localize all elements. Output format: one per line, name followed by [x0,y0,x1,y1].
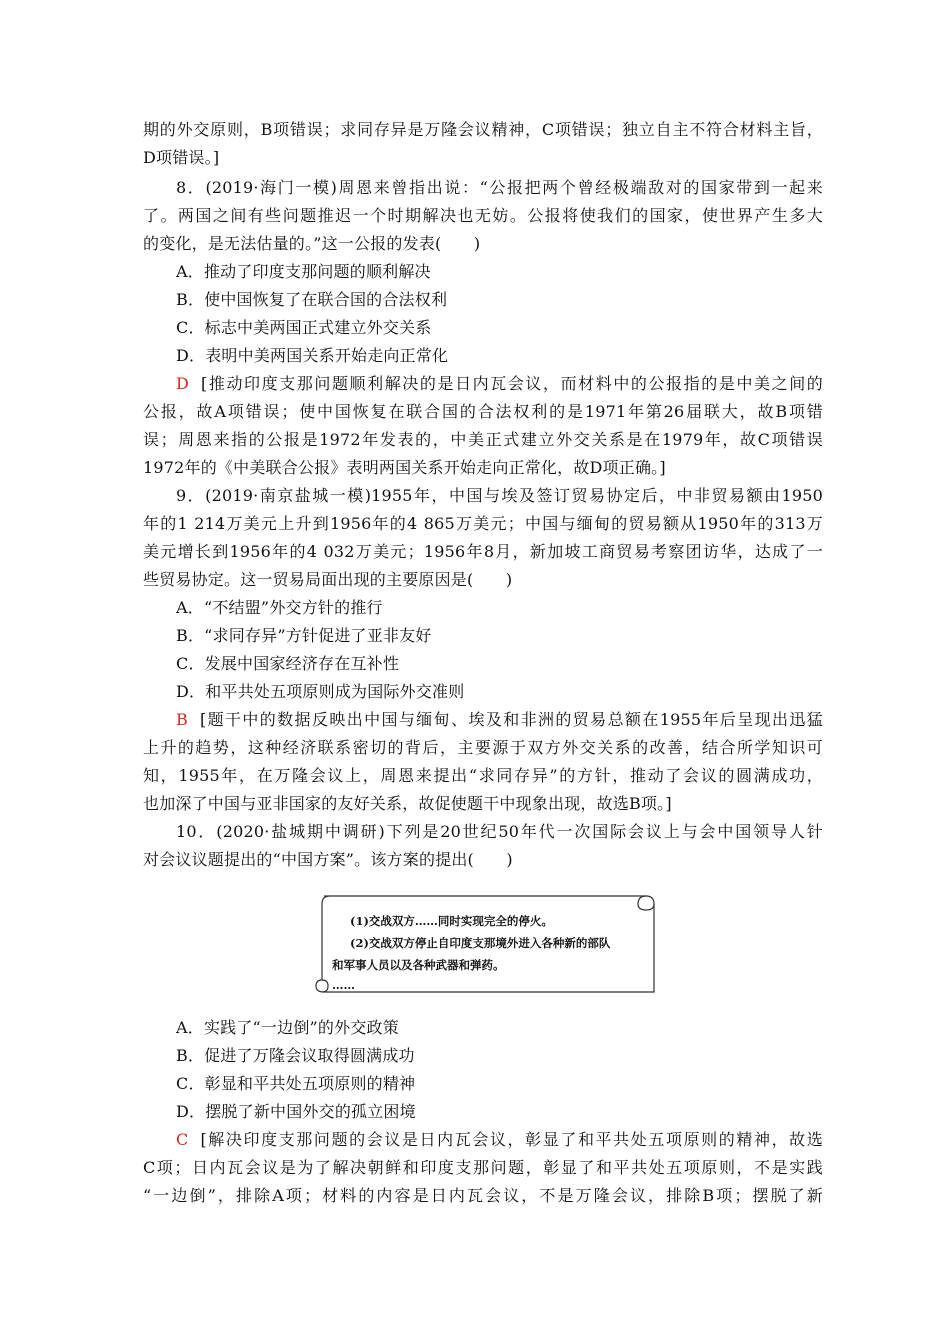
answer-letter: D [176,374,190,393]
scroll-line-2: (2)交战双方停止自印度支那境外进入各种新的部队 [350,936,611,950]
question-9-explanation: 也加深了中国与亚非国家的友好关系，故促使题干中现象出现，故选B项。] [143,794,672,813]
question-10-explanation: C项；日内瓦会议是为了解决朝鲜和印度支那问题，彰显了和平共处五项原则，不是实践 [143,1158,823,1177]
question-9-explanation: 知，1955年，在万隆会议上，周恩来提出“求同存异”的方针，推动了会议的圆满成功， [143,766,823,785]
question-9-option-a: A．“不结盟”外交方针的推行 [176,598,383,617]
question-8-option-a: A．推动了印度支那问题的顺利解决 [176,262,431,281]
question-10-option-d: D．摆脱了新中国外交的孤立困境 [176,1102,416,1121]
question-8-explanation: 1972年的《中美联合公报》表明两国关系开始走向正常化，故D项正确。] [143,458,666,477]
question-8-option-d: D．表明中美两国关系开始走向正常化 [176,346,449,365]
explanation-text: [推动印度支那问题顺利解决的是日内瓦会议，而材料中的公报指的是中美之间的 [201,374,823,393]
question-10-explanation [176,1130,823,1150]
paragraph-line: D项错误。] [143,148,220,167]
question-9-stem: 些贸易协定。这一贸易局面出现的主要原因是( ) [143,570,513,589]
question-8-stem: 了。两国之间有些问题推迟一个时期解决也无妨。公报将使我们的国家，使世界产生多大 [143,206,823,225]
question-9-explanation: 上升的趋势，这种经济联系密切的背后，主要源于双方外交关系的改善，结合所学知识可 [143,738,823,757]
question-10-option-a: A．实践了“一边倒”的外交政策 [176,1018,399,1037]
explanation-text: [题干中的数据反映出中国与缅甸、埃及和非洲的贸易总额在1955年后呈现出迅猛 [199,710,823,729]
paragraph-line: 期的外交原则，B项错误；求同存异是万隆会议精神，C项错误；独立自主不符合材料主旨， [143,120,823,139]
question-10-option-b: B．促进了万隆会议取得圆满成功 [176,1046,415,1065]
question-8-option-b: B．使中国恢复了在联合国的合法权利 [176,290,448,309]
question-8-option-c: C．标志中美两国正式建立外交关系 [176,318,432,337]
scroll-line-3: 和军事人员以及各种武器和弹药。 [332,958,505,972]
question-10-option-c: C．彰显和平共处五项原则的精神 [176,1074,416,1093]
question-8-explanation: 误；周恩来指的公报是1972年发表的，中美正式建立外交关系是在1979年，故C项错误 [143,430,823,449]
answer-letter: B [176,710,188,729]
question-8-stem: 的变化，是无法估量的。”这一公报的发表( ) [143,234,481,253]
question-8-stem: 8．(2019·海门一模)周恩来曾指出说：“公报把两个曾经极端敌对的国家带到一起来 [176,178,823,197]
question-8-explanation: 公报，故A项错误；使中国恢复在联合国的合法权利的是1971年第26届联大，故B项错 [143,402,823,421]
question-9-stem: 年的1 214万美元上升到1956年的4 865万美元；中国与缅甸的贸易额从1950年的313万 [143,514,823,533]
answer-letter: C [176,1130,189,1149]
explanation-text: [解决印度支那问题的会议是日内瓦会议，彰显了和平共处五项原则的精神，故选 [200,1130,823,1149]
question-9-explanation [176,710,823,730]
question-10-explanation: “一边倒”，排除A项；材料的内容是日内瓦会议，不是万隆会议，排除B项；摆脱了新 [143,1186,823,1205]
scroll-line-4: …… [332,978,355,992]
scroll-line-1: (1)交战双方……同时实现完全的停火。 [350,914,553,928]
question-9-option-c: C．发展中国家经济存在互补性 [176,654,400,673]
question-10-stem: 10．(2020·盐城期中调研)下列是20世纪50年代一次国际会议上与会中国领导人针 [176,822,823,841]
scroll-figure [312,888,658,1000]
question-9-stem: 美元增长到1956年的4 032万美元；1956年8月，新加坡工商贸易考察团访华，达成了一 [143,542,823,561]
question-9-stem: 9．(2019·南京盐城一模)1955年，中国与埃及签订贸易协定后，中非贸易额由1950 [176,486,823,505]
question-8-explanation [176,374,823,394]
question-9-option-d: D．和平共处五项原则成为国际外交准则 [176,682,465,701]
question-9-option-b: B．“求同存异”方针促进了亚非友好 [176,626,432,645]
question-10-stem: 对会议议题提出的“中国方案”。该方案的提出( ) [143,850,513,869]
